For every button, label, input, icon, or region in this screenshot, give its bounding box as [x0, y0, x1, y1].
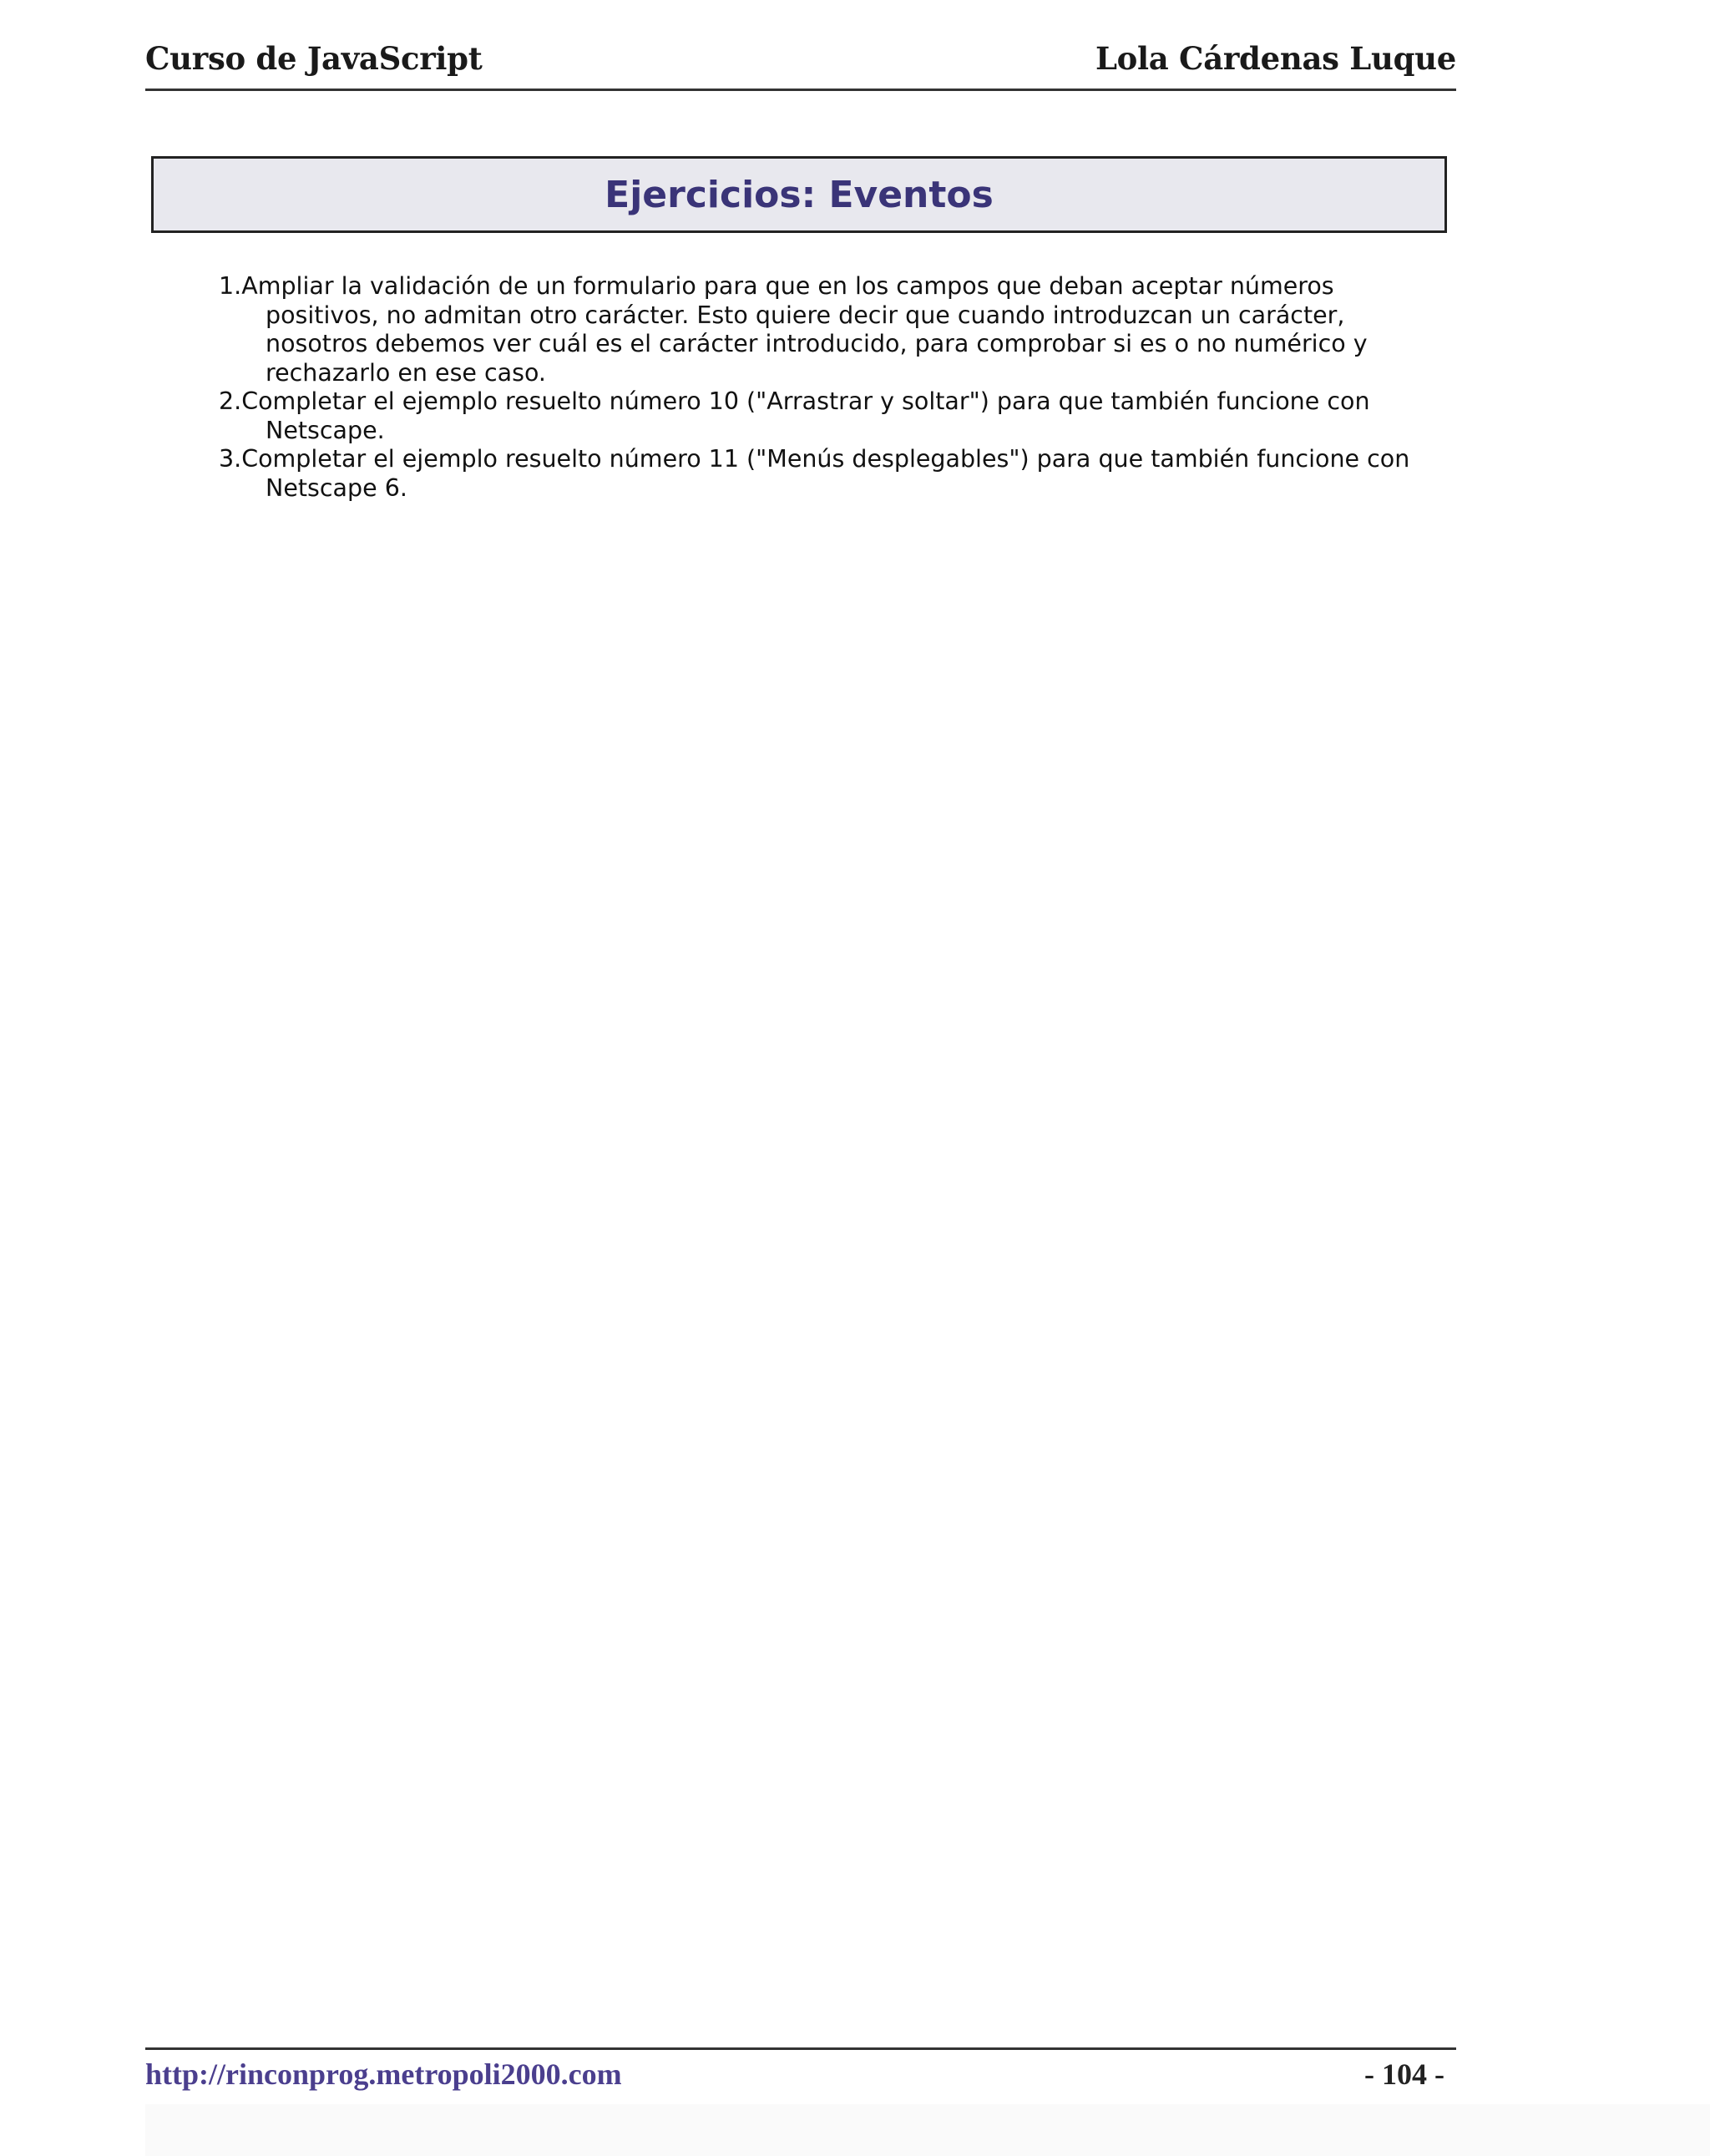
running-footer: [145, 2047, 1456, 2092]
header-course-title: Curso de JavaScript: [145, 40, 483, 77]
running-header: [145, 42, 1456, 91]
section-title-box: [151, 156, 1447, 233]
exercise-list: [219, 272, 1446, 503]
bottom-margin: [145, 2104, 1710, 2156]
exercise-item-3: 3.Completar el ejemplo resuelto número 11 ("Menús desplegables") para que también funcione con Netscape 6.: [219, 445, 1410, 502]
section-title: Ejercicios: Eventos: [605, 173, 994, 216]
exercise-item-1: 1.Ampliar la validación de un formulario para que en los campos que deban aceptar números positivos, no admitan otro carácter. Esto quiere decir que cuando introduzcan un carácter, nosotros debemos ver cuál es el carácter introducido, para comprobar si es o no numérico y rechazarlo en ese caso.: [219, 272, 1368, 387]
exercise-item-2: 2.Completar el ejemplo resuelto número 10 ("Arrastrar y soltar") para que también funcione con Netscape.: [219, 387, 1370, 444]
header-author: Lola Cárdenas Luque: [1095, 40, 1456, 77]
page-number: - 104 -: [1364, 2057, 1444, 2091]
footer-url-link[interactable]: http://rinconprog.metropoli2000.com: [145, 2057, 622, 2091]
